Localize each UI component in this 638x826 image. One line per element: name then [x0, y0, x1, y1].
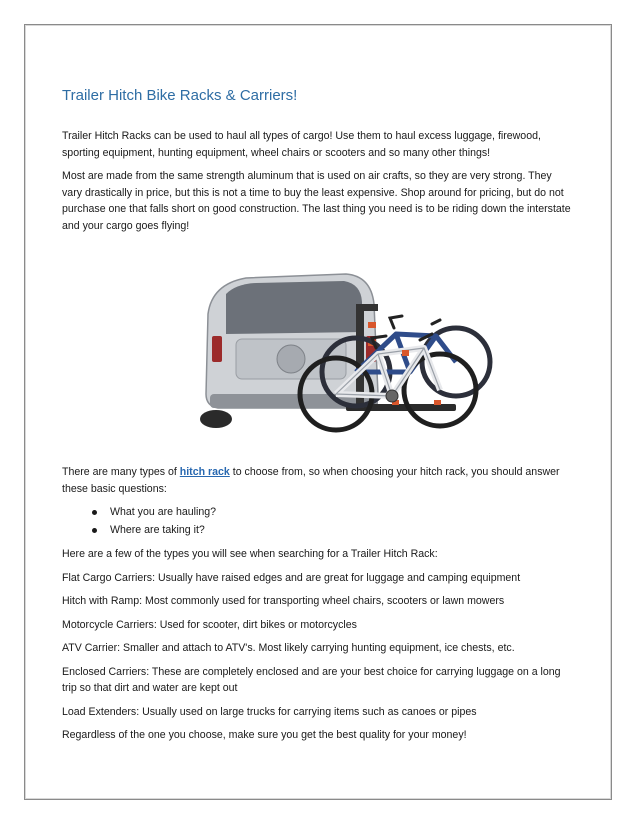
materials-paragraph: Most are made from the same strength aluminum that is used on air crafts, so they are very strong. They vary drastically in price, but this is not a time to buy the least expensive. Shop around for pricing, but do not purchase one that falls short on good construction. The last thing you need is to be riding down the interstate and your cargo goes flying!	[62, 170, 571, 232]
list-item: Where are taking it?	[92, 522, 574, 539]
types-intro-paragraph	[62, 464, 574, 497]
type-atv: ATV Carrier: Smaller and attach to ATV's. Most likely carrying hunting equipment, ice chests, etc.	[62, 642, 515, 654]
questions-list	[62, 504, 574, 538]
type-load-extenders: Load Extenders: Usually used on large trucks for carrying items such as canoes or pipes	[62, 705, 477, 718]
hitch-rack-link[interactable]: hitch rack	[179, 466, 230, 478]
type-motorcycle: Motorcycle Carriers: Used for scooter, dirt bikes or motorcycles	[62, 618, 357, 631]
document-body	[62, 86, 574, 751]
list-item: What you are hauling?	[92, 504, 574, 521]
suv-bike-illustration	[196, 244, 496, 444]
page-title: Trailer Hitch Bike Racks & Carriers!	[62, 87, 298, 104]
types-intro-text-end: to choose from, so when choosing your hitch rack, you should answer these basic questions:	[62, 466, 560, 495]
type-hitch-ramp: Hitch with Ramp: Most commonly used for transporting wheel chairs, scooters or lawn mowers	[62, 595, 505, 607]
type-enclosed: Enclosed Carriers: These are completely enclosed and are your best choice for carrying luggage on a long trip so that dirt and water are kept out	[62, 665, 561, 694]
types-intro-text: There are many types of	[62, 466, 180, 478]
type-flat-cargo: Flat Cargo Carriers: Usually have raised edges and are great for luggage and camping equipment	[62, 571, 521, 584]
bike-rack-image	[196, 244, 496, 444]
intro-paragraph: Trailer Hitch Racks can be used to haul all types of cargo! Use them to haul excess luggage, firewood, sporting equipment, hunting equipment, wheel chairs or scooters and so many other things!	[62, 130, 541, 159]
closing-paragraph: Regardless of the one you choose, make sure you get the best quality for your money!	[62, 729, 467, 741]
types-heading-paragraph: Here are a few of the types you will see when searching for a Trailer Hitch Rack:	[62, 548, 438, 560]
